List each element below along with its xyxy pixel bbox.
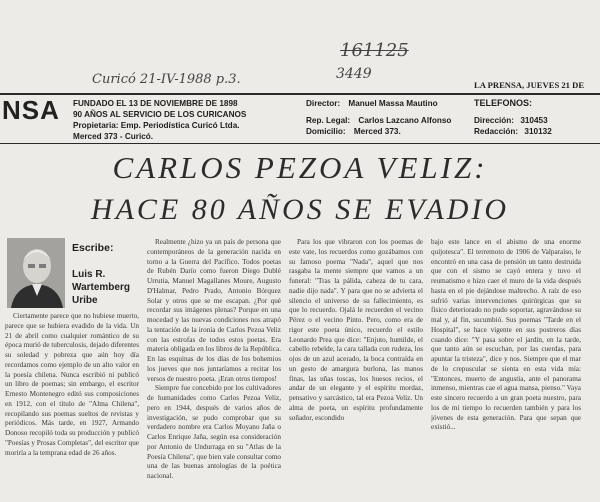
column-2-text-b: Siempre fue concebido por los cultivadores de humanidades como Carlos Pezoa Veliz, pero en 1944, después de varios años de investigación, se pudo comprobar que su verdadero nombre era Carlos Moyano Jaña o Carlos Enrique Jaña, según esa consideración por Antonio de Undurraga en su "Atlas de la Poesía Chilena", que bien vale consultar como una de las buenas antologías de la poética nacional.: [147, 384, 281, 480]
handwritten-clip-note: Curicó 21-IV-1988 p.3.: [92, 72, 241, 87]
rep-line: [306, 115, 451, 126]
article-title-line2: HACE 80 AÑOS SE EVADIO: [90, 193, 510, 226]
article-column-4: [431, 238, 581, 498]
red-phone-label: Redacción:: [474, 127, 519, 136]
director-line: [306, 98, 451, 109]
masthead-info-left: [73, 98, 246, 142]
dom-label: Domicilio:: [306, 127, 346, 136]
column-3-text: Para los que vibraron con los poemas de este vate, los recuerdos como gozábamos con su famoso poema "Nada", aquel que nos rasgaba la mente siempre que vamos a un funeral: "Tras la pálida, cabeza de tu cara, nadie dijo nada". Y para que no se advierta el silencio el universo de su fallecimiento, es que lo recuerdo. Ojalá le recuerden el vecino Pérez o el vecino Pinto. Pero, como era de rigor este poeta único, recuerdo el estilo Leonardo Prea que dice: "Enjuto, humilde, el cabello rebelde, la cara tallada con rudeza, los ojos de un azul acerado, la boca contraída en un gesto de amargura burlona, las manos finas, las uñas toscas, los huesos recios, el andar de un elegante y el espíritu mordaz, pensativo y sarcástico, tal era Pezoa Veliz. Un alma de poeta, un espíritu profundamente soñador, escondido: [289, 238, 423, 422]
author-photo: [7, 238, 65, 308]
handwritten-archive-number-2: 3449: [336, 66, 372, 82]
author-line3: Uribe: [72, 295, 98, 306]
dir-phone-label: Dirección:: [474, 116, 515, 125]
author-line1: Luis R.: [72, 269, 106, 280]
masthead-top-rule: [0, 93, 600, 95]
red-phone-line: [474, 126, 552, 137]
owner-text: Propietaria: Emp. Periodística Curicó Ltda.: [73, 121, 240, 130]
author-name: [72, 268, 130, 307]
dateline: LA PRENSA, JUEVES 21 DE: [474, 80, 585, 90]
masthead-bottom-rule: [0, 143, 600, 144]
column-2-text-a: Realmente ¿hizo ya un país de persona que contemporáneos de la generación nacida en torno a la Guerra del Pacífico. Todos poetas de Rubén Darío como fueron Diego Dublé Urrutia, Manuel Magallanes Moure, Augusto D'Halmar, Pedro Prado, Antonio Bórquez Solar y otros que se me escapan. ¿Por qué recordar sus imágenes plenas? Porque en una mocedad y las nuevas condiciones nos atrapó la tentación de la ironía de Carlos Pezoa Veliz con las estrofas de todos estos poetas. Era materia obligada en los libros de la República. En las esquinas de los días de los bohemios los jueves que nos juntaríamos a recitar los versos de nuestro poeta. ¡Eran otros tiempos!: [147, 238, 281, 383]
rep-label: Rep. Legal:: [306, 116, 351, 125]
author-line2: Wartemberg: [72, 282, 130, 293]
article-column-1: [5, 312, 139, 498]
rep-name: Carlos Lazcano Alfonso: [358, 116, 452, 125]
red-phone: 310132: [524, 127, 552, 136]
dom-line: [306, 126, 451, 137]
column-1-text: Ciertamente parece que no hubiese muerto, parece que se hubiera evadido de la vida. Un 21 de abril como cualquier romántico de su época murió de tuberculosis, dejado diferentes su soledad y pobreza que aún hoy día recordamos como ejemplo de un alto valor en la poesía chilena. Nunca escribió ni publicó un libro de poemas; sin embargo, el escritor Ernesto Montenegro editó sus composiciones en 1912, con el título de "Alma Chilena", recopilando sus poemas sueltos de revistas y periódicos. Más tarde, en 1927, Armando Donoso recopiló toda su producción y publicó "Poesías y Prosas Completas", del escritor que moriría a la temprana edad de 26 años.: [5, 312, 139, 457]
article-column-3: [289, 238, 423, 498]
masthead-info-center: [306, 98, 451, 137]
handwritten-archive-number: 161125: [340, 40, 409, 61]
director-name: Manuel Massa Mautino: [348, 99, 438, 108]
dir-phone-line: [474, 115, 552, 126]
phones-label: TELEFONOS:: [474, 98, 532, 108]
newspaper-logo: NSA: [2, 95, 60, 125]
dir-phone: 310453: [520, 116, 548, 125]
article-title-line1: CARLOS PEZOA VELIZ:: [112, 150, 488, 185]
address-text: Merced 373 - Curicó.: [73, 132, 154, 141]
byline-label: Escribe:: [72, 242, 114, 254]
dom-value: Merced 373.: [353, 127, 401, 136]
director-label: Director:: [306, 99, 341, 108]
masthead-info-right: [474, 98, 552, 137]
article-column-2: [147, 238, 281, 498]
founded-text: FUNDADO EL 13 DE NOVIEMBRE DE 1898: [73, 99, 238, 108]
anniversary-text: 90 AÑOS AL SERVICIO DE LOS CURICANOS: [73, 110, 247, 119]
column-4-text: bajo este lance en el abismo de una enorme quijotesca". El terremoto de 1906 de Valparaíso, le encontró en una casa de pensión un tanto destruida que con el sismo se cayó entera y tuvo el reumatismo e hizo caer el muro de la vida después hasta en el pie dejándose maltrecho. A raíz de eso sufrió varias intervenciones quirúrgicas que su físico deteriorado no pudo soportar, agravándose su mal y, al fin, sucumbió. Sus poemas "Tarde en el Hospital", se hace vigente en sus postreros días cuando dice: "Y pasa sobre el jardín, en la tarde, que tanto aún se escuchan, por las cuerdas, para apuntar la tristeza", dice y nos. Siempre que el mar de lo crepuscular se sienta en esta vida mía: "Entonces, muerto de angustia, ante el panorama inmenso, mientras cae el agua mansa, pienso." Vaya este sincero recuerdo a un gran poeta nuestro, para los de mi tiempo lo recuerden también y para los jóvenes de esta generación. Para que sepan que existió...: [431, 238, 581, 432]
